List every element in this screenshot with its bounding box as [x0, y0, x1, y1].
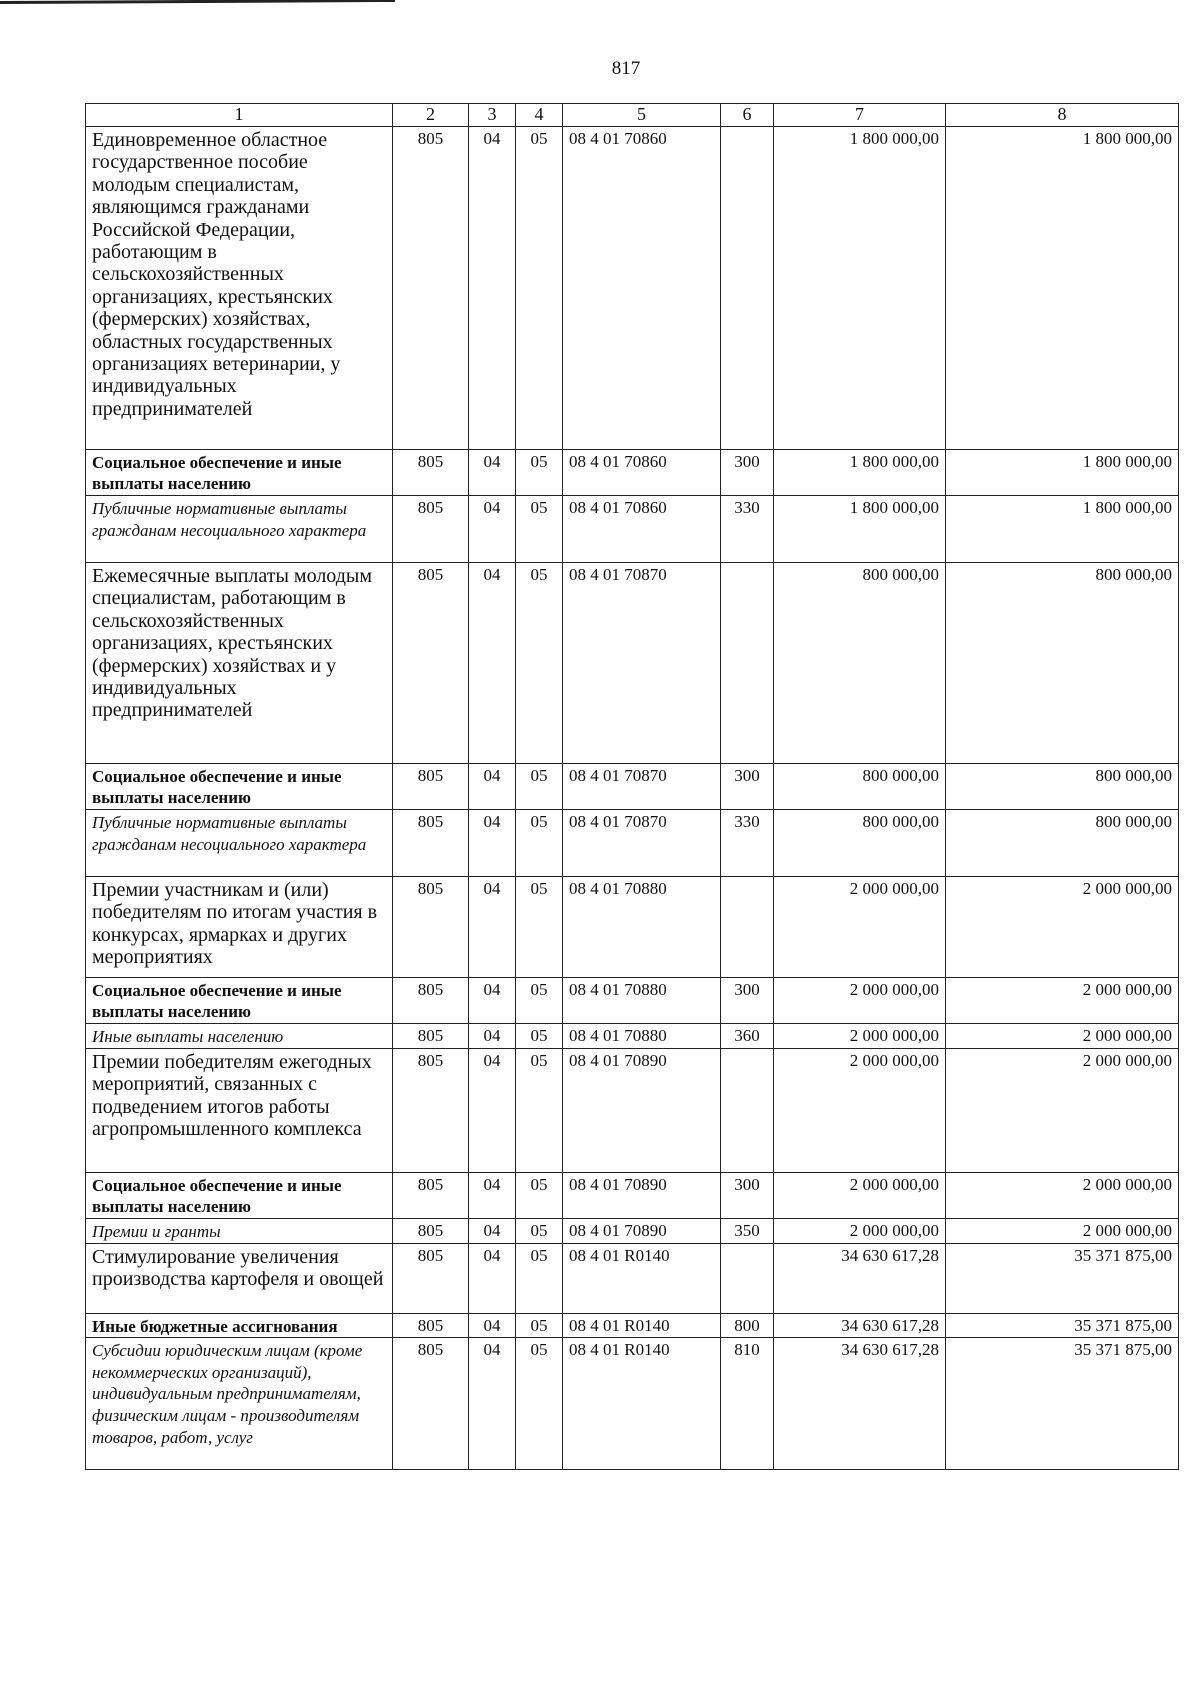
grbs-code-cell: 805 — [393, 1243, 469, 1313]
section-code-cell: 04 — [469, 496, 516, 563]
expense-type-cell: 360 — [721, 1024, 774, 1049]
expense-type-cell — [721, 1048, 774, 1172]
expense-type-cell — [721, 1243, 774, 1313]
target-article-cell: 08 4 01 70860 — [563, 127, 721, 450]
subsection-code-cell: 05 — [516, 496, 563, 563]
target-article-cell: 08 4 01 70860 — [563, 496, 721, 563]
sum-year1-cell: 1 800 000,00 — [774, 496, 946, 563]
scan-edge-line — [0, 0, 395, 4]
section-code-cell: 04 — [469, 450, 516, 496]
subsection-code-cell: 05 — [516, 1172, 563, 1218]
sum-year1-cell: 2 000 000,00 — [774, 978, 946, 1024]
section-code-cell: 04 — [469, 1048, 516, 1172]
grbs-code-cell: 805 — [393, 1048, 469, 1172]
subsection-code-cell: 05 — [516, 1218, 563, 1243]
row-name-cell: Стимулирование увеличения производства картофеля и овощей — [86, 1243, 393, 1313]
sum-year2-cell: 800 000,00 — [946, 810, 1179, 877]
table-row — [86, 496, 1179, 563]
section-code-cell: 04 — [469, 1172, 516, 1218]
table-row — [86, 1048, 1179, 1172]
target-article-cell: 08 4 01 70890 — [563, 1048, 721, 1172]
sum-year2-cell: 1 800 000,00 — [946, 450, 1179, 496]
row-name-cell: Иные бюджетные ассигнования — [86, 1313, 393, 1337]
sum-year1-cell: 2 000 000,00 — [774, 1218, 946, 1243]
section-code-cell: 04 — [469, 1337, 516, 1469]
section-code-cell: 04 — [469, 127, 516, 450]
expense-type-cell — [721, 877, 774, 978]
header-cell-grbs: 2 — [393, 104, 469, 127]
sum-year1-cell: 800 000,00 — [774, 810, 946, 877]
table-row — [86, 810, 1179, 877]
section-code-cell: 04 — [469, 978, 516, 1024]
grbs-code-cell: 805 — [393, 127, 469, 450]
subsection-code-cell: 05 — [516, 1337, 563, 1469]
subsection-code-cell: 05 — [516, 1313, 563, 1337]
section-code-cell: 04 — [469, 1024, 516, 1049]
row-name-cell: Премии участникам и (или) победителям по итогам участия в конкурсах, ярмарках и других мероприятиях — [86, 877, 393, 978]
sum-year2-cell: 2 000 000,00 — [946, 877, 1179, 978]
sum-year2-cell: 1 800 000,00 — [946, 496, 1179, 563]
header-cell-name: 1 — [86, 104, 393, 127]
header-cell-target-article: 5 — [563, 104, 721, 127]
row-name-cell: Публичные нормативные выплаты гражданам несоциального характера — [86, 496, 393, 563]
subsection-code-cell: 05 — [516, 1243, 563, 1313]
table-row — [86, 978, 1179, 1024]
row-name-cell: Субсидии юридическим лицам (кроме некоммерческих организаций), индивидуальным предпринимателям, физическим лицам - производителям товаров, работ, услуг — [86, 1337, 393, 1469]
header-cell-expense-type: 6 — [721, 104, 774, 127]
sum-year2-cell: 800 000,00 — [946, 563, 1179, 764]
grbs-code-cell: 805 — [393, 1313, 469, 1337]
table-row — [86, 1337, 1179, 1469]
sum-year1-cell: 800 000,00 — [774, 764, 946, 810]
target-article-cell: 08 4 01 70870 — [563, 810, 721, 877]
row-name-cell: Социальное обеспечение и иные выплаты населению — [86, 450, 393, 496]
grbs-code-cell: 805 — [393, 1024, 469, 1049]
target-article-cell: 08 4 01 R0140 — [563, 1337, 721, 1469]
table-row — [86, 877, 1179, 978]
section-code-cell: 04 — [469, 810, 516, 877]
table-row — [86, 127, 1179, 450]
section-code-cell: 04 — [469, 877, 516, 978]
target-article-cell: 08 4 01 70860 — [563, 450, 721, 496]
subsection-code-cell: 05 — [516, 563, 563, 764]
header-cell-subsection: 4 — [516, 104, 563, 127]
grbs-code-cell: 805 — [393, 496, 469, 563]
row-name-cell: Публичные нормативные выплаты гражданам несоциального характера — [86, 810, 393, 877]
sum-year2-cell: 2 000 000,00 — [946, 1024, 1179, 1049]
target-article-cell: 08 4 01 R0140 — [563, 1243, 721, 1313]
sum-year1-cell: 34 630 617,28 — [774, 1243, 946, 1313]
table-row — [86, 1313, 1179, 1337]
header-row — [86, 104, 1179, 127]
row-name-cell: Премии победителям ежегодных мероприятий, связанных с подведением итогов работы агропромышленного комплекса — [86, 1048, 393, 1172]
target-article-cell: 08 4 01 70890 — [563, 1218, 721, 1243]
sum-year1-cell: 2 000 000,00 — [774, 1024, 946, 1049]
sum-year2-cell: 1 800 000,00 — [946, 127, 1179, 450]
sum-year2-cell: 2 000 000,00 — [946, 1048, 1179, 1172]
grbs-code-cell: 805 — [393, 1337, 469, 1469]
header-cell-section: 3 — [469, 104, 516, 127]
target-article-cell: 08 4 01 70880 — [563, 1024, 721, 1049]
expense-type-cell: 800 — [721, 1313, 774, 1337]
table-row — [86, 1172, 1179, 1218]
header-cell-sum-year1: 7 — [774, 104, 946, 127]
section-code-cell: 04 — [469, 1313, 516, 1337]
table-row — [86, 450, 1179, 496]
subsection-code-cell: 05 — [516, 877, 563, 978]
expense-type-cell: 810 — [721, 1337, 774, 1469]
subsection-code-cell: 05 — [516, 764, 563, 810]
subsection-code-cell: 05 — [516, 450, 563, 496]
expense-type-cell: 330 — [721, 496, 774, 563]
expense-type-cell: 330 — [721, 810, 774, 877]
expense-type-cell — [721, 563, 774, 764]
subsection-code-cell: 05 — [516, 810, 563, 877]
target-article-cell: 08 4 01 70890 — [563, 1172, 721, 1218]
target-article-cell: 08 4 01 70880 — [563, 978, 721, 1024]
section-code-cell: 04 — [469, 1218, 516, 1243]
table-row — [86, 764, 1179, 810]
sum-year2-cell: 2 000 000,00 — [946, 1172, 1179, 1218]
row-name-cell: Единовременное областное государственное пособие молодым специалистам, являющимся гражданами Российской Федерации, работающим в сельскохозяйственных организациях, крестьянских (фермерских) хозяйствах, областных государственных организациях ветеринарии, у индивидуальных предпринимателей — [86, 127, 393, 450]
grbs-code-cell: 805 — [393, 978, 469, 1024]
row-name-cell: Премии и гранты — [86, 1218, 393, 1243]
target-article-cell: 08 4 01 70880 — [563, 877, 721, 978]
budget-table — [85, 103, 1179, 1470]
subsection-code-cell: 05 — [516, 1024, 563, 1049]
sum-year1-cell: 1 800 000,00 — [774, 127, 946, 450]
row-name-cell: Социальное обеспечение и иные выплаты населению — [86, 764, 393, 810]
section-code-cell: 04 — [469, 1243, 516, 1313]
grbs-code-cell: 805 — [393, 1218, 469, 1243]
table-row — [86, 1243, 1179, 1313]
grbs-code-cell: 805 — [393, 450, 469, 496]
subsection-code-cell: 05 — [516, 127, 563, 450]
header-cell-sum-year2: 8 — [946, 104, 1179, 127]
subsection-code-cell: 05 — [516, 978, 563, 1024]
sum-year1-cell: 2 000 000,00 — [774, 1048, 946, 1172]
row-name-cell: Ежемесячные выплаты молодым специалистам, работающим в сельскохозяйственных организациях, крестьянских (фермерских) хозяйствах и у индивидуальных предпринимателей — [86, 563, 393, 764]
expense-type-cell: 300 — [721, 978, 774, 1024]
section-code-cell: 04 — [469, 764, 516, 810]
sum-year2-cell: 2 000 000,00 — [946, 978, 1179, 1024]
grbs-code-cell: 805 — [393, 764, 469, 810]
grbs-code-cell: 805 — [393, 877, 469, 978]
row-name-cell: Социальное обеспечение и иные выплаты населению — [86, 978, 393, 1024]
expense-type-cell: 300 — [721, 764, 774, 810]
sum-year1-cell: 2 000 000,00 — [774, 1172, 946, 1218]
table-row — [86, 1024, 1179, 1049]
grbs-code-cell: 805 — [393, 1172, 469, 1218]
subsection-code-cell: 05 — [516, 1048, 563, 1172]
sum-year1-cell: 34 630 617,28 — [774, 1337, 946, 1469]
sum-year1-cell: 800 000,00 — [774, 563, 946, 764]
expense-type-cell: 300 — [721, 1172, 774, 1218]
sum-year2-cell: 35 371 875,00 — [946, 1337, 1179, 1469]
expense-type-cell: 350 — [721, 1218, 774, 1243]
page-number: 817 — [611, 58, 641, 79]
grbs-code-cell: 805 — [393, 563, 469, 764]
sum-year1-cell: 2 000 000,00 — [774, 877, 946, 978]
sum-year1-cell: 1 800 000,00 — [774, 450, 946, 496]
row-name-cell: Социальное обеспечение и иные выплаты населению — [86, 1172, 393, 1218]
sum-year2-cell: 2 000 000,00 — [946, 1218, 1179, 1243]
section-code-cell: 04 — [469, 563, 516, 764]
table-row — [86, 1218, 1179, 1243]
target-article-cell: 08 4 01 70870 — [563, 563, 721, 764]
expense-type-cell — [721, 127, 774, 450]
expense-type-cell: 300 — [721, 450, 774, 496]
grbs-code-cell: 805 — [393, 810, 469, 877]
target-article-cell: 08 4 01 70870 — [563, 764, 721, 810]
sum-year1-cell: 34 630 617,28 — [774, 1313, 946, 1337]
row-name-cell: Иные выплаты населению — [86, 1024, 393, 1049]
sum-year2-cell: 35 371 875,00 — [946, 1313, 1179, 1337]
sum-year2-cell: 800 000,00 — [946, 764, 1179, 810]
sum-year2-cell: 35 371 875,00 — [946, 1243, 1179, 1313]
target-article-cell: 08 4 01 R0140 — [563, 1313, 721, 1337]
table-row — [86, 563, 1179, 764]
